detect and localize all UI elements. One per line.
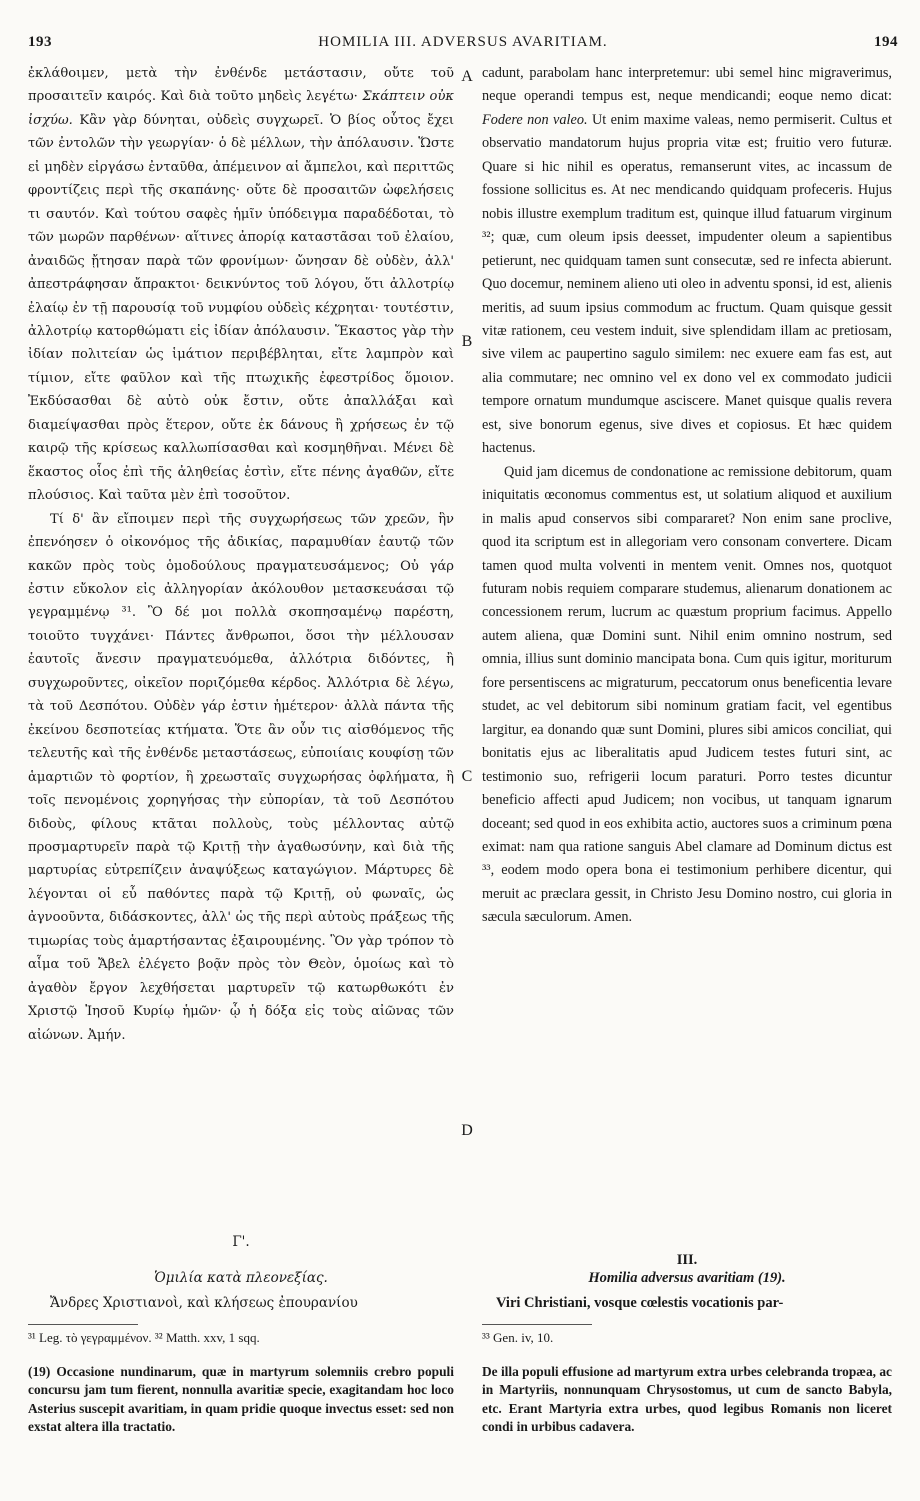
greek-footnote: ³¹ Leg. τὸ γεγραμμένον. ³² Matth. xxv, 1 sqq. — [28, 1330, 260, 1345]
latin-homily-number: III. — [676, 1252, 698, 1268]
margin-marker-d: D — [461, 1122, 473, 1139]
greek-homily-number: Γ'. — [232, 1234, 250, 1250]
latin-homily-first-line: Viri Christiani, vosque cœlestis vocationis par- — [496, 1295, 784, 1311]
latin-column — [482, 62, 892, 930]
page-number-right: 194 — [874, 34, 898, 50]
editor-note-19-continued: De illa populi effusione ad martyrum extra urbes celebranda tropæa, ac in Martyriis, nonnunquam Chrysostomus, ut cum de sancto Babyla, etc. Erant Martyria extra urbes, quod legibus Romanis non liceret condi in urbibus cadavera. — [482, 1364, 892, 1435]
latin-paragraph-2: Quid jam dicemus de condonatione ac remissione debitorum, quam iniquitatis œconomus commentus est, ut solatium aliquod et auxilium in malis apud conservos sibi compararet? Non enim sane proclive, quod ita scriptum est in allegoriam vero consonam convertere. Dicam tamen quod multa volventi in mentem venit. Omnes nos, quotquot futuram nobis requiem comparare studemus, alienarum donationem ac concessionem rerum, lucrum ac quæstum proprium facimus. Appello autem aliena, quæ Domini sunt. Nihil enim omnino nostrum, sed omnia, illius sunt dominio mancipata bona. Cum quis igitur, moriturum fore persentiscens ac migraturum, peccatorum onus beneficentia levare studet, ac vel debitorum sibi nominum gratiam facit, vel egentibus largitur, ea donando quæ sunt Domini, plures sibi amicos conciliat, qui bonitatis ejus ac liberalitatis apud Judicem testes futuri sint, ac testimonio suo, refrigerii locum paraturi. Porro testes dicuntur beneficio affecti apud Judicem; non vocibus, ut tanquam ignarum doceant; sed quod in eos exhibita actio, auctores suos a criminum pœna eximat: nam qua ratione sanguis Abel clamare ad Dominum dictus est ³³, eodem modo opera bona ei testimonium perhibere dicentur, qui meruit ac præclara gessit, in Christo Jesu Domino nostro, cui gloria in sæcula sæculorum. Amen. — [482, 463, 892, 926]
margin-marker-b: B — [461, 333, 473, 350]
latin-footnote: ³³ Gen. iv, 10. — [482, 1330, 554, 1345]
greek-column — [28, 62, 454, 1047]
footnote-divider-right — [482, 1324, 592, 1325]
page-header — [28, 34, 898, 58]
latin-p1-rest: Ut enim maxime valeas, nemo permiserit. Cultus et observatio mandatorum hujus propria vitæ est; fruitio vero futuræ. Quare si hic nihil es operatus, remanserunt vites, ac incassum de fossione sollicitus es. At nec mendicando quidquam profeceris. Hujus nobis illustre exemplum traditum est, quinque illud fatuarum virginum ³²; quæ, cum oleum ipsis deesset, impudenter oleum a sapientibus petierunt, nec quidquam tamen sunt consecutæ, sed re infecta abierunt. Quo docemur, neminem alieno uti oleo in adventu sponsi, id est, alienis meritis, ad suum ipsius commodum ac fructum. Quam quisque gessit vitæ rationem, ceu vestem induit, sive splendidam illam ac pretiosam, sive vilem ac paupertino sagulo similem: nec exuere eam fas est, aut alia commutare; nec omnino vel ex dono vel ex commodato judicii tempore ornatum mundumque asciscere. Manet quisque qualis revera est, sive bonorum egenus, sive dives et copiosus. Et hæc quidem hactenus. — [482, 111, 892, 457]
greek-paragraph-1 — [28, 62, 454, 508]
greek-p1-rest: Κἂν γὰρ δύνηται, οὐδεὶς συγχωρεῖ. Ὁ βίος οὗτος ἔχει τῶν ἐντολῶν τὴν γεωργίαν· ὁ δὲ μέλλων, τὴν ἀπόλαυσιν. Ὥστε εἰ μηδὲν εἰργάσω ἐνταῦθα, ἀπέμεινον αἱ ἄμπελοι, καὶ περιττῶς φροντίζεις περὶ τῆς σκαπάνης· οὔτε δὲ προσαιτῶν ὠφελήσεις τι σαυτόν. Καὶ τούτου σαφὲς ἡμῖν ὑπόδειγμα παραδέδοται, τὸ τῶν μωρῶν παρθένων· αἵτινες ἀπορίᾳ καταστᾶσαι τοῦ ἐλαίου, ἀναιδῶς ᾔτησαν παρὰ τῶν φρονίμων· ὤνησαν δὲ οὐδὲν, ἀλλ' ἀπεστράφησαν ἄπρακτοι· δεικνύντος τοῦ λόγου, ὅτι ἀλλοτρίῳ ἐλαίῳ ἐν τῇ παρουσίᾳ τοῦ νυμφίου οὐδεὶς κέχρηται· τουτέστιν, ἀλλοτρίῳ κατορθώματι εἰς ἰδίαν ἀπόλαυσιν. Ἕκαστος γὰρ τὴν ἰδίαν πολιτείαν ὡς ἱμάτιον περιβέβληται, εἴτε λαμπρὸν καὶ τίμιον, εἴτε φαῦλον καὶ τῆς πτωχικῆς ἐφεστρίδος ὅμοιον. Ἐκδύσασθαι δὲ αὐτὸ οὐκ ἔστιν, οὔτε ἀπαλλάξαι καὶ διαμείψασθαι πρὸς ἕτερον, οὔτε ἐκ δάνους ἢ χρήσεως ἐν τῷ καιρῷ τῆς κρίσεως καλλωπίσασθαι καὶ κοσμηθῆναι. Μένει δὲ ἕκαστος οἷος ἐπὶ τῆς ἀληθείας ἐστὶν, εἴτε πένης ἀγαθῶν, εἴτε πλούσιος. Καὶ ταῦτα μὲν ἐπὶ τοσοῦτον. — [28, 112, 454, 504]
page-number-left: 193 — [28, 34, 52, 50]
greek-homily-title: Ὁμιλία κατὰ πλεονεξίας. — [154, 1270, 328, 1286]
editor-note-19: (19) Occasione nundinarum, quæ in martyrum solemniis crebro populi concursu jam tum fierent, nonnulla avaritiæ specie, exagitandam hoc loco Asterius suscepit avaritiam, in quam pridie quoque invectus esset: sed non exstat altera illa tractatio. — [28, 1364, 454, 1435]
latin-homily-title: Homilia adversus avaritiam (19). — [588, 1270, 786, 1286]
latin-p1-italic: Fodere non valeo. — [482, 111, 588, 128]
margin-marker-c: C — [461, 768, 473, 785]
margin-marker-a: A — [461, 68, 473, 85]
greek-p1-italic: Σκάπτειν οὐκ ἰσχύω. — [28, 89, 454, 128]
latin-paragraph-1 — [482, 62, 892, 461]
latin-p1-text: cadunt, parabolam hanc interpretemur: ubi semel hinc migraverimus, neque operandi tempus est, neque mendicandi; eoque nemo dicat: — [482, 65, 892, 105]
footnote-divider-left — [28, 1324, 138, 1325]
running-title: HOMILIA III. ADVERSUS AVARITIAM. — [318, 34, 608, 50]
greek-homily-first-line: Ἄνδρες Χριστιανοὶ, καὶ κλήσεως ἐπουρανίου — [50, 1295, 358, 1311]
greek-p1-text: ἐκλάθοιμεν, μετὰ τὴν ἐνθένδε μετάστασιν, οὔτε τοῦ προσαιτεῖν καιρός. Καὶ διὰ τοῦτο μηδεὶς λεγέτω· — [28, 66, 454, 105]
greek-paragraph-2: Τί δ' ἂν εἴποιμεν περὶ τῆς συγχωρήσεως τῶν χρεῶν, ἣν ἐπενόησεν ὁ οἰκονόμος τῆς ἀδικίας, παραμυθίαν ἑαυτῷ τῶν κακῶν πρὸς τοὺς ὁμοδούλους πραγματευσάμενος; Οὐ γάρ ἐστιν εὔκολον εἰς ἀλληγορίαν ἀκόλουθον μετασκευάσαι τῷ γεγραμμένῳ ³¹. Ὃ δέ μοι πολλὰ σκοπησαμένῳ παρέστη, τοιοῦτο τυγχάνει· Πάντες ἄνθρωποι, ὅσοι τὴν μέλλουσαν ἑαυτοῖς ἄνεσιν πραγματευόμεθα, ἀλλότρια διδόντες, ἢ συγχωροῦντες, οἰκεῖον ποριζόμεθα κέρδος. Ἀλλότρια δὲ λέγω, τὰ τοῦ Δεσπότου. Οὐδὲν γάρ ἐστιν ἡμέτερον· ἀλλὰ πάντα τῆς ἐκείνου δεσποτείας κτήματα. Ὅτε ἂν οὖν τις αἰσθόμενος τῆς τελευτῆς καὶ τῆς ἐνθένδε μεταστάσεως, εὐποιίαις κουφίσῃ τῶν ἁμαρτιῶν τὸ φορτίον, ἢ χρεωσταῖς συγχωρήσας ὀφλήματα, ἢ τοῖς πενομένοις χορηγήσας τὴν εὐπορίαν, τὰ τοῦ Δεσπότου διδοὺς, φίλους κτᾶται πολλοὺς, τοὺς μέλλοντας αὐτῷ προσμαρτυρεῖν παρὰ τῷ Κριτῇ τὴν ἀγαθωσύνην, καὶ διὰ τῆς μαρτυρίας εὐτρεπίζειν ἀναψύξεως καταγώγιον. Μάρτυρες δὲ λέγονται οἱ εὖ παθόντες παρὰ τῷ Κριτῇ, οὐ φωναῖς, ὡς ἀγνοοῦντα, διδάσκοντες, ἀλλ' ὡς τῆς περὶ αὐτοὺς πράξεως τῆς τιμωρίας τοὺς ἁμαρτήσαντας ἐξαιρουμένης. Ὃν γὰρ τρόπον τὸ αἷμα τοῦ Ἄβελ ἐλέγετο βοᾷν πρὸς τὸν Θεὸν, ὁμοίως καὶ τὸ ἀγαθὸν ἔργον λεχθήσεται μαρτυρεῖν τῷ κατωρθωκότι ἐν Χριστῷ Ἰησοῦ Κυρίῳ ἡμῶν· ᾧ ἡ δόξα εἰς τοὺς αἰῶνας τῶν αἰώνων. Ἀμήν. — [28, 511, 454, 1043]
